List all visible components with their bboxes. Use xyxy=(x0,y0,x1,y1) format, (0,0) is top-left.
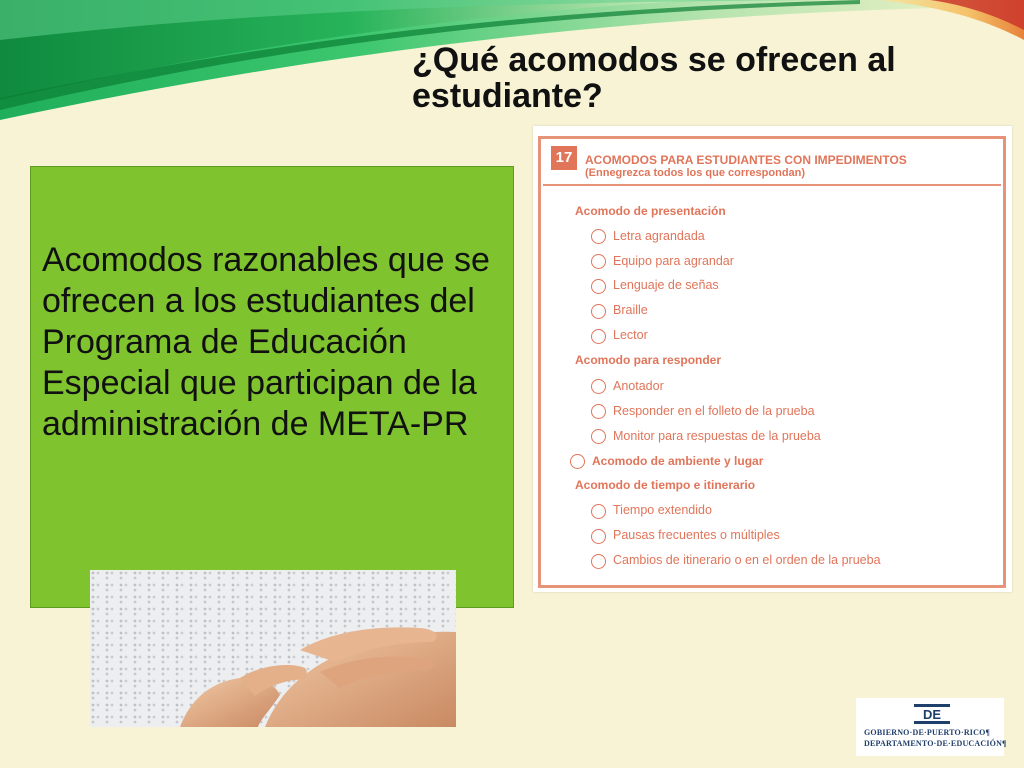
braille-reading-photo xyxy=(90,570,456,727)
form-number-badge: 17 xyxy=(551,146,577,170)
logo-mark-text: DE xyxy=(922,707,942,722)
option-lenguaje-de-senas: Lenguaje de señas xyxy=(613,278,719,292)
option-circle xyxy=(591,304,606,319)
logo-line-2: DEPARTAMENTO·DE·EDUCACIÓN¶ xyxy=(864,739,1007,748)
option-tiempo-extendido: Tiempo extendido xyxy=(613,503,712,517)
department-logo xyxy=(856,698,1007,756)
option-circle xyxy=(591,229,606,244)
option-circle xyxy=(570,454,585,469)
form-title: ACOMODOS PARA ESTUDIANTES CON IMPEDIMENTOS xyxy=(585,153,907,167)
option-circle xyxy=(591,279,606,294)
slide-title: ¿Qué acomodos se ofrecen al estudiante? xyxy=(412,41,896,115)
panel-text: Acomodos razonables que se ofrecen a los estudiantes del Programa de Educación Especial que participan de la administración de META-PR xyxy=(42,241,490,443)
section-presentacion: Acomodo de presentación xyxy=(575,204,726,218)
form-header xyxy=(543,140,1001,186)
logo-line-1: GOBIERNO·DE·PUERTO·RICO¶ xyxy=(864,728,991,737)
option-circle xyxy=(591,429,606,444)
option-circle xyxy=(591,379,606,394)
option-circle xyxy=(591,329,606,344)
option-responder-en-folleto: Responder en el folleto de la prueba xyxy=(613,404,815,418)
option-lector: Lector xyxy=(613,328,648,342)
option-equipo-para-agrandar: Equipo para agrandar xyxy=(613,254,734,268)
option-monitor-respuestas: Monitor para respuestas de la prueba xyxy=(613,429,821,443)
option-cambios-itinerario: Cambios de itinerario o en el orden de la prueba xyxy=(613,553,881,567)
section-tiempo: Acomodo de tiempo e itinerario xyxy=(575,478,756,492)
section-ambiente: Acomodo de ambiente y lugar xyxy=(592,454,764,468)
de-logo-icon xyxy=(912,702,952,726)
option-circle xyxy=(591,504,606,519)
option-circle xyxy=(591,254,606,269)
option-pausas-frecuentes: Pausas frecuentes o múltiples xyxy=(613,528,780,542)
accommodations-form-image xyxy=(533,126,1012,592)
option-braille: Braille xyxy=(613,303,648,317)
option-circle xyxy=(591,404,606,419)
option-circle xyxy=(591,554,606,569)
option-letra-agrandada: Letra agrandada xyxy=(613,229,705,243)
section-responder: Acomodo para responder xyxy=(575,353,722,367)
option-circle xyxy=(591,529,606,544)
option-anotador: Anotador xyxy=(613,379,664,393)
form-subtitle: (Ennegrezca todos los que correspondan) xyxy=(585,167,806,179)
